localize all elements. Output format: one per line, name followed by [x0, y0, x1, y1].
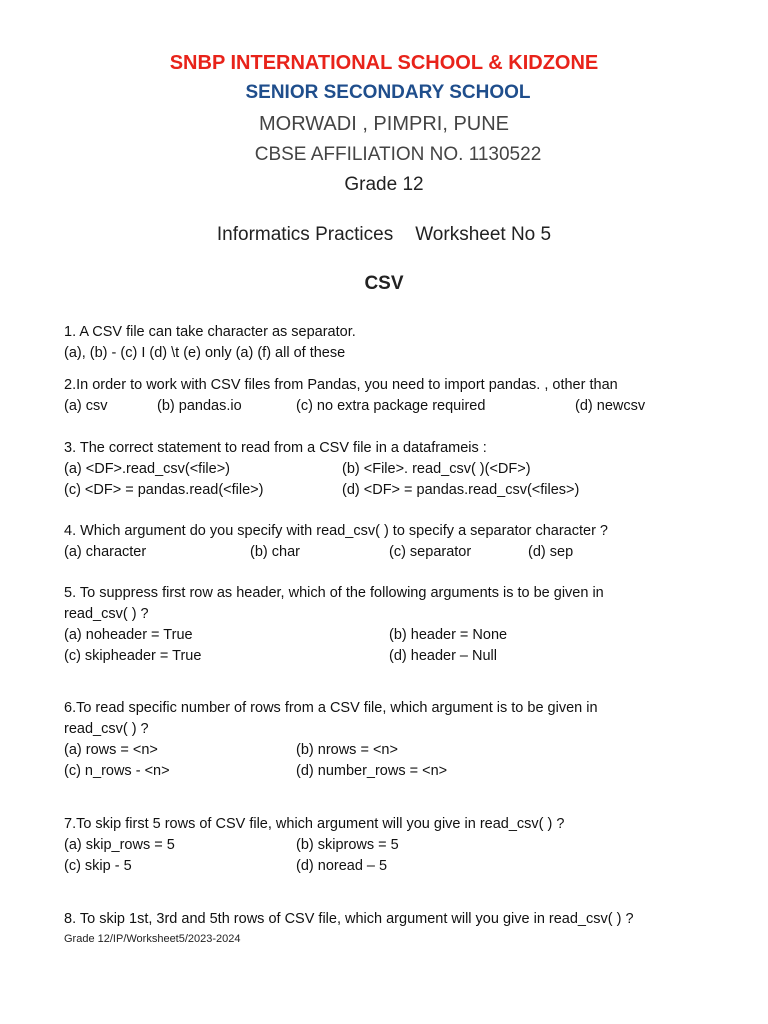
option-d: (d) sep	[528, 544, 574, 560]
question-text: 1. A CSV file can take character as separator.	[64, 324, 356, 340]
division-title: SENIOR SECONDARY SCHOOL	[245, 82, 531, 103]
subject-line	[0, 224, 768, 246]
question-text: 7.To skip first 5 rows of CSV file, which argument will you give in read_csv( ) ?	[64, 816, 565, 832]
question-text: 4. Which argument do you specify with read_csv( ) to specify a separator character ?	[64, 523, 608, 539]
option-b: (b) <File>. read_csv( )(<DF>)	[342, 461, 531, 477]
options-row	[64, 646, 604, 667]
question-text: 3. The correct statement to read from a CSV file in a dataframeis :	[64, 440, 487, 456]
question-5	[64, 583, 604, 667]
option-c: (c) skipheader = True	[64, 648, 202, 664]
option-a: (a) character	[64, 544, 147, 560]
option-a: (a) csv	[64, 398, 108, 414]
options-row	[64, 835, 564, 856]
options-row	[64, 625, 604, 646]
option-c: (c) n_rows - <n>	[64, 763, 170, 779]
options-row	[64, 761, 598, 782]
affiliation-number: CBSE AFFILIATION NO. 1130522	[254, 144, 542, 165]
option-d: (d) newcsv	[575, 398, 646, 414]
question-6	[64, 698, 598, 782]
option-c: (c) skip - 5	[64, 858, 132, 874]
question-8	[64, 909, 634, 930]
question-text: 6.To read specific number of rows from a CSV file, which argument is to be given in	[64, 700, 598, 716]
question-1	[64, 322, 356, 364]
question-7	[64, 814, 564, 877]
option-d: (d) number_rows = <n>	[296, 763, 448, 779]
option-b: (b) skiprows = 5	[296, 837, 399, 853]
option-a: (a) skip_rows = 5	[64, 837, 175, 853]
worksheet-topic: CSV	[364, 273, 404, 294]
grade-label: Grade 12	[344, 174, 424, 195]
option-c: (c) separator	[389, 544, 472, 560]
option-b: (b) nrows = <n>	[296, 742, 398, 758]
option-a: (a) <DF>.read_csv(<file>)	[64, 461, 231, 477]
question-2	[64, 375, 646, 417]
option-d: (d) noread – 5	[296, 858, 388, 874]
question-3	[64, 438, 580, 501]
subject-name: Informatics Practices	[216, 224, 394, 245]
options-row	[64, 396, 646, 417]
question-text-continued: read_csv( ) ?	[64, 606, 149, 622]
question-text: 2.In order to work with CSV files from Pandas, you need to import pandas. , other than	[64, 377, 618, 393]
question-text: 8. To skip 1st, 3rd and 5th rows of CSV file, which argument will you give in read_csv( ) ?	[64, 911, 634, 927]
option-a: (a) rows = <n>	[64, 742, 158, 758]
options-row	[64, 542, 608, 563]
options-row	[64, 459, 531, 480]
option-d: (d) <DF> = pandas.read_csv(<files>)	[342, 482, 580, 498]
option-b: (b) pandas.io	[157, 398, 242, 414]
worksheet-number: Worksheet No 5	[415, 224, 552, 245]
school-location: MORWADI , PIMPRI, PUNE	[258, 113, 510, 135]
option-b: (b) char	[250, 544, 300, 560]
options-row	[64, 740, 598, 761]
school-name: SNBP INTERNATIONAL SCHOOL & KIDZONE	[169, 52, 599, 74]
options-row	[64, 343, 356, 364]
option-b: (b) header = None	[389, 627, 508, 643]
page-footer: Grade 12/IP/Worksheet5/2023-2024	[64, 933, 241, 945]
question-text: 5. To suppress first row as header, which of the following arguments is to be given in	[64, 585, 604, 601]
options-row	[64, 856, 564, 877]
option-d: (d) header – Null	[389, 648, 497, 664]
question-text-continued: read_csv( ) ?	[64, 721, 149, 737]
option-a: (a) noheader = True	[64, 627, 193, 643]
question-4	[64, 521, 608, 563]
option-c: (c) no extra package required	[296, 398, 486, 414]
options-row	[64, 480, 580, 501]
option: (a), (b) - (c) I (d) \t (e) only (a) (f) all of these	[64, 345, 346, 361]
option-c: (c) <DF> = pandas.read(<file>)	[64, 482, 264, 498]
